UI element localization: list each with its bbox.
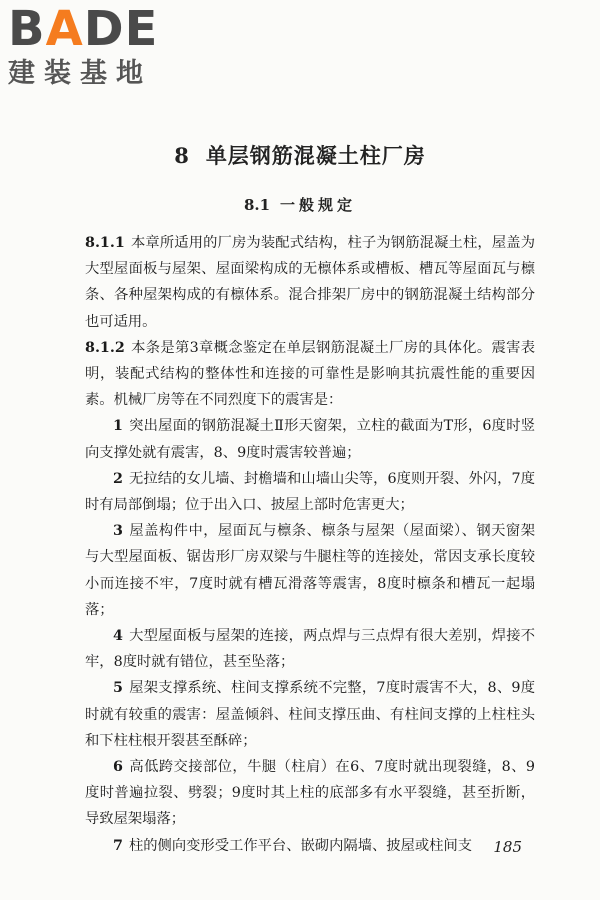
item-text: 突出屋面的钢筋混凝土Ⅱ形天窗架，立柱的截面为T形，6度时竖向支撑处就有震害，8、9度时震害较普遍； xyxy=(85,418,535,461)
clause-8-1-1 xyxy=(85,230,535,335)
item-text: 柱的侧向变形受工作平台、嵌砌内隔墙、披屋或柱间支 xyxy=(128,837,473,854)
chapter-title xyxy=(0,140,600,170)
item-number: 1 xyxy=(113,418,123,435)
list-item xyxy=(85,466,535,518)
list-item xyxy=(85,675,535,754)
clause-number: 8.1.2 xyxy=(85,339,125,356)
item-text: 无拉结的女儿墙、封檐墙和山墙山尖等，6度则开裂、外闪，7度时有局部倒塌；位于出入口、披屋上部时危害更大； xyxy=(85,470,535,514)
item-number: 3 xyxy=(113,523,123,540)
section-number: 8.1 xyxy=(243,196,271,214)
section-title-text: 一般规定 xyxy=(280,196,357,214)
item-text: 高低跨交接部位，牛腿（柱肩）在6、7度时就出现裂缝，8、9度时普遍拉裂、劈裂；9度时其上柱的底部多有水平裂缝，甚至折断，导致屋架塌落； xyxy=(85,759,535,828)
clause-text: 本章所适用的厂房为装配式结构，柱子为钢筋混凝土柱，屋盖为大型屋面板与屋架、屋面梁构成的无檩体系或槽板、槽瓦等屋面瓦与檩条、各种屋架构成的有檩体系。混合排架厂房中的钢筋混凝土结构部分也可适用。 xyxy=(85,235,535,330)
item-text: 屋盖构件中，屋面瓦与檩条、檩条与屋架（屋面梁）、钢天窗架与大型屋面板、锯齿形厂房双梁与牛腿柱等的连接处，常因支承长度较小而连接不牢，7度时就有槽瓦滑落等震害，8度时檩条和槽瓦一起塌落； xyxy=(85,523,535,618)
logo-subtitle: 建装基地 xyxy=(8,58,152,89)
clause-number: 8.1.1 xyxy=(85,235,125,251)
item-number: 6 xyxy=(113,759,123,776)
clause-text: 本条是第3章概念鉴定在单层钢筋混凝土厂房的具体化。震害表明，装配式结构的整体性和连接的可靠性是影响其抗震性能的重要因素。机械厂房等在不同烈度下的震害是： xyxy=(85,339,535,409)
list-item xyxy=(85,413,535,465)
list-item xyxy=(85,623,535,675)
logo-brand-accent: A xyxy=(45,1,84,57)
list-item xyxy=(85,754,535,833)
list-item xyxy=(85,518,535,623)
logo xyxy=(8,2,178,90)
item-number: 5 xyxy=(113,680,123,697)
item-number: 2 xyxy=(113,470,123,487)
logo-brand-post: DE xyxy=(83,1,159,57)
section-title xyxy=(0,194,600,215)
body-text xyxy=(85,230,535,859)
item-number: 7 xyxy=(113,837,123,854)
logo-brand xyxy=(8,2,178,56)
logo-brand-pre: B xyxy=(8,1,46,57)
chapter-title-text: 单层钢筋混凝土柱厂房 xyxy=(205,144,426,168)
item-number: 4 xyxy=(113,628,123,645)
item-text: 大型屋面板与屋架的连接，两点焊与三点焊有很大差别，焊接不牢，8度时就有错位，甚至坠落； xyxy=(85,628,535,671)
list-item xyxy=(85,833,535,859)
chapter-number: 8 xyxy=(174,143,190,168)
item-text: 屋架支撑系统、柱间支撑系统不完整，7度时震害不大，8、9度时就有较重的震害：屋盖倾斜、柱间支撑压曲、有柱间支撑的上柱柱头和下柱柱根开裂甚至酥碎； xyxy=(85,680,535,749)
clause-8-1-2 xyxy=(85,335,535,414)
page-number: 185 xyxy=(493,838,522,856)
